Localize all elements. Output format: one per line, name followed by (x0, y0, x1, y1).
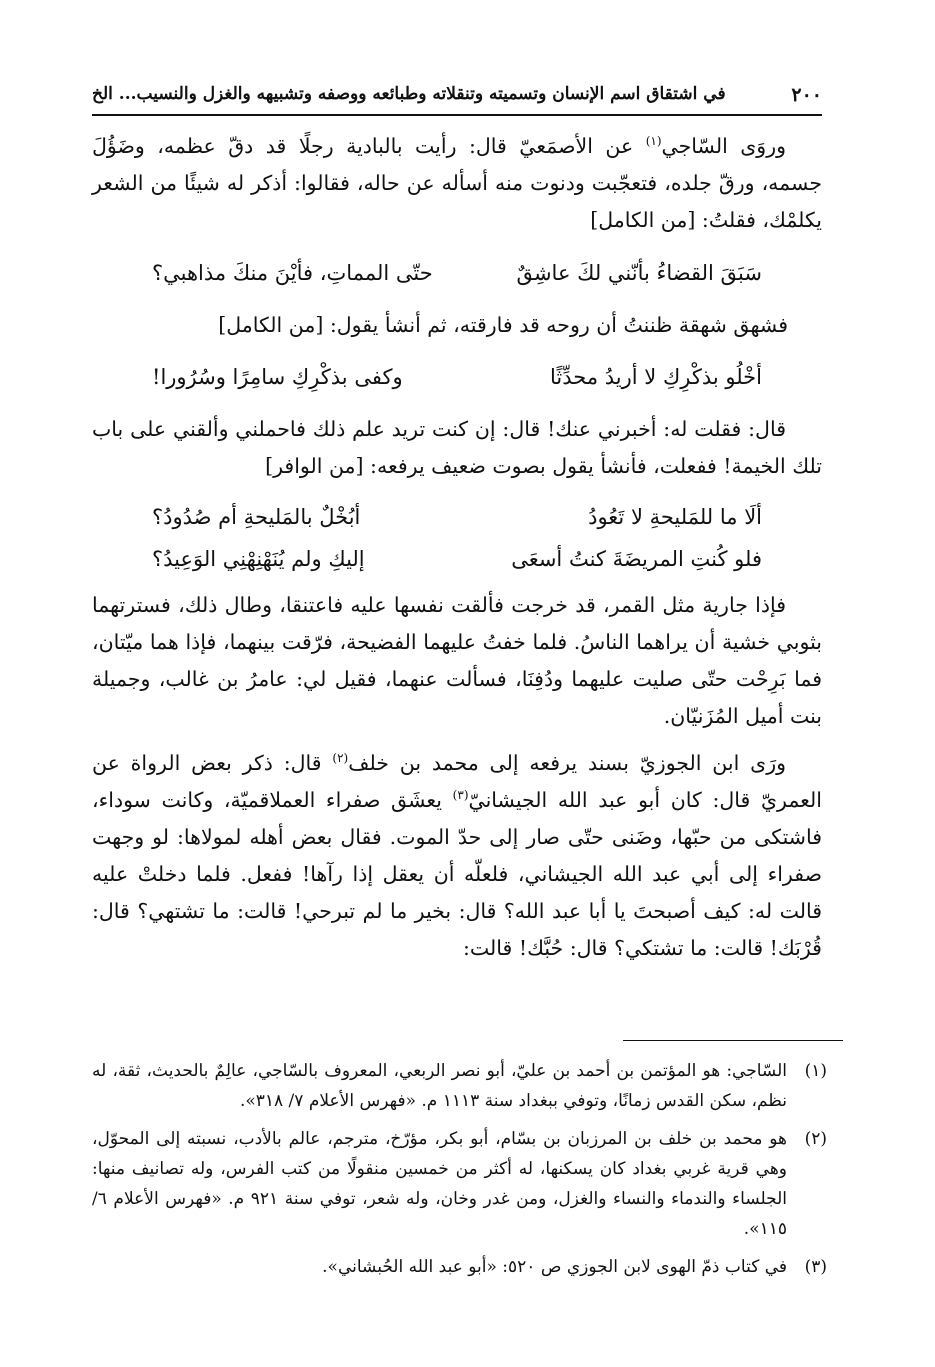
paragraph-4: فإذا جارية مثل القمر، قد خرجت فألقت نفسها عليه فاعتنقا، وطال ذلك، فسترتهما بثوبي خشية أن يراهما الناسُ. فلما خفتُ عليهما الفضيحة، فرّقت بينهما، فإذا هما ميّتان، فما بَرِحْت حتّى صليت عليهما ودُفِنَا، فسألت عنهما، فقيل لي: عامرُ بن غالب، وجميلة بنت أميل المُزَنيّان. (92, 593, 822, 728)
paragraph-3: قال: فقلت له: أخبرني عنك! قال: إن كنت تريد علم ذلك فاحملني وألقني على باب تلك الخيمة! ففعلت، فأنشأ يقول بصوت ضعيف يرفعه: [من الوافر] (92, 417, 822, 478)
footnote-2 (92, 1124, 827, 1244)
footnote-text: في كتاب ذمّ الهوى لابن الجوزي ص ٥٢٠: «أبو عبد الله الحُبشاني». (322, 1257, 787, 1277)
footnote-3 (92, 1252, 827, 1282)
verse-hemistich-left: وكفى بذكْرِكِ سامِرًا وسُرُورا! (152, 365, 403, 389)
meter-label: [من الكامل] (590, 208, 696, 232)
chapter-title: في اشتقاق اسم الإنسان وتسميته وتنقلاته وطبائعه ووصفه وتشبيهه والغزل والنسيب... الخ (92, 84, 726, 104)
footnote-text: السّاجي: هو المؤتمن بن أحمد بن عليّ، أبو نصر الربعي، المعروف بالسّاجي، عالِمٌ بالحديث، ثقة، له نظم، سكن القدس زمانًا، وتوفي ببغداد سنة ١١١٣ م. «فهرس الأعلام ٧/ ٣١٨». (92, 1061, 787, 1111)
verse-line-1 (152, 255, 762, 291)
footnote-1 (92, 1056, 827, 1116)
paragraph-5: ورَى ابن الجوزيّ بسند يرفعه إلى محمد بن خلف$^{(٢)}$ قال: ذكر بعض الرواة عن العمريّ قال: كان أبو عبد الله الجيشانيّ$^{(٣)}$ يعشَق صفراء العملاقميّة، وكانت سوداء، فاشتكى من حبّها، وضَنى حتّى صار إلى حدّ الموت. فقال بعض أهله لمولاها: لو وجهت صفراء إلى أبي عبد الله الجيشاني، فلعلّه أن يعقل إذا رآها! ففعل. فلما دخلتْ عليه قالت له: كيف أصبحتَ يا أبا عبد الله؟ قال: بخير ما لم تبرحي! قالت: ما تشتهي؟ قال: قُرْبَك! قالت: ما تشتكي؟ قال: حُبَّك! قالت: (92, 751, 823, 960)
footnote-ref-2[interactable]: (٢) (332, 751, 349, 766)
meter-label: [من الوافر] (265, 454, 364, 478)
footnote-number: (٢) (804, 1129, 827, 1149)
verse-hemistich-right: فلو كُنتِ المريضَةَ كنتُ أسعَى (511, 547, 762, 571)
verse-line-3 (152, 499, 762, 535)
paragraph-1: وروَى السّاجي$^{(١)}$ عن الأصمَعيّ قال: رأيت بالبادية رجلًا قد دقّ عظمه، وضَؤُلَ جسمه، ورقّ جلده، فتعجّبت ودنوت منه أسأله عن حاله، فقالوا: أذكر له شيئًا من الشعر يكلمْك، فقلتُ: [من الكامل] (92, 134, 822, 232)
meter-label: [من الكامل] (218, 313, 324, 337)
verse-hemistich-right: ألَا ما للمَليحةِ لا تَعُودُ (588, 505, 762, 529)
verse-hemistich-left: حتّى المماتِ، فأيْنَ منكَ مذاهبي؟ (152, 261, 433, 285)
verse-hemistich-right: أخْلُو بذكْرِكِ لا أريدُ محدِّثًا (550, 365, 762, 389)
footnotes (92, 1056, 827, 1290)
footnote-divider (623, 1040, 843, 1041)
footnote-ref-1[interactable]: (١) (645, 134, 662, 149)
footnote-number: (١) (804, 1061, 827, 1081)
verse-line-2 (152, 359, 762, 395)
verse-line-4 (152, 541, 762, 577)
footnote-ref-3[interactable]: (٣) (452, 788, 469, 803)
footnote-number: (٣) (804, 1257, 827, 1277)
verse-hemistich-left: أبُخْلٌ بالمَليحةِ أم صُدُودُ؟ (152, 505, 361, 529)
running-header (92, 80, 822, 116)
verse-hemistich-right: سَبَقَ القضاءُ بأنّني لكَ عاشِقٌ (516, 261, 762, 285)
verse-hemistich-left: إليكِ ولم يُنَهْنِهْنِي الوَعِيدُ؟ (152, 547, 365, 571)
footnote-text: هو محمد بن خلف بن المرزبان بن بسّام، أبو بكر، مؤرّخ، مترجم، عالم بالأدب، نسبته إلى المحوّل، وهي قرية غربي بغداد كان يسكنها، له أكثر من خمسين منقولًا من كتب الفرس، وله تصانيف منها: الجلساء والندماء والنساء والغزل، ومن غدر وخان، وله شعر، توفي سنة ٩٢١ م. «فهرس الأعلام ٦/ ١١٥». (92, 1129, 787, 1239)
page-number: ٢٠٠ (791, 84, 822, 106)
verse-intro-2: فشهق شهقة ظننتُ أن روحه قد فارقته، ثم أنشأ يقول: [من الكامل] (218, 313, 788, 337)
main-text (92, 128, 822, 967)
